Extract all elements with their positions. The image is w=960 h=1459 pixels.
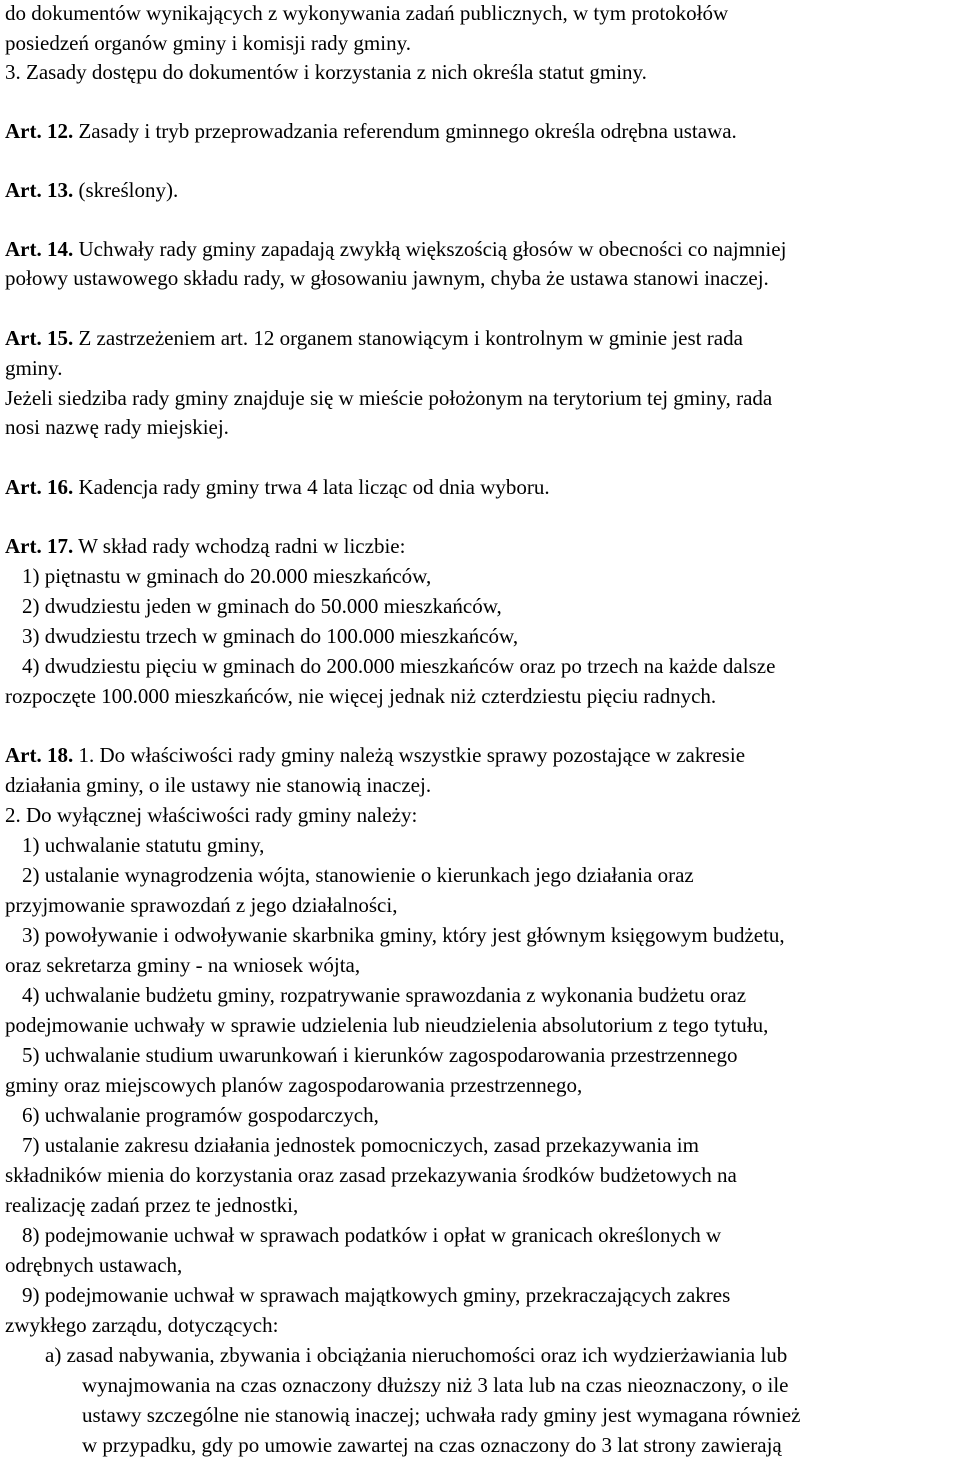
text-line: podejmowanie uchwały w sprawie udzielenia lub nieudzielenia absolutorium z tego tytułu, [5, 1013, 769, 1037]
text-line: gminy. [5, 356, 63, 380]
list-item: 3) dwudziestu trzech w gminach do 100.000 mieszkańców, [22, 624, 519, 648]
text-line: składników mienia do korzystania oraz zasad przekazywania środków budżetowych na [5, 1163, 737, 1187]
text-line: przyjmowanie sprawozdań z jego działalności, [5, 893, 398, 917]
list-item: 9) podejmowanie uchwał w sprawach majątkowych gminy, przekraczających zakres [22, 1283, 731, 1307]
text-line: połowy ustawowego składu rady, w głosowaniu jawnym, chyba że ustawa stanowi inaczej. [5, 266, 769, 290]
list-item: 2) ustalanie wynagrodzenia wójta, stanowienie o kierunkach jego działania oraz [22, 863, 694, 887]
list-item: 4) dwudziestu pięciu w gminach do 200.000 mieszkańców oraz po trzech na każde dalsze [22, 654, 776, 678]
text-line: rozpoczęte 100.000 mieszkańców, nie więcej jednak niż czterdziestu pięciu radnych. [5, 684, 717, 708]
list-item: 1) piętnastu w gminach do 20.000 mieszkańców, [22, 564, 432, 588]
text-line: 3. Zasady dostępu do dokumentów i korzystania z nich określa statut gminy. [5, 60, 647, 84]
list-item: 4) uchwalanie budżetu gminy, rozpatrywanie sprawozdania z wykonania budżetu oraz [22, 983, 747, 1007]
article-heading: Art. 17. [5, 534, 74, 558]
text-line: oraz sekretarza gminy - na wniosek wójta, [5, 953, 361, 977]
article-18: Art. 18. 1. Do właściwości rady gminy należą wszystkie sprawy pozostające w zakresie [5, 743, 746, 767]
list-item: 6) uchwalanie programów gospodarczych, [22, 1103, 379, 1127]
text-line: odrębnych ustawach, [5, 1253, 183, 1277]
article-heading: Art. 18. [5, 743, 74, 767]
article-15: Art. 15. Z zastrzeżeniem art. 12 organem stanowiącym i kontrolnym w gminie jest rada [5, 326, 743, 350]
article-13: Art. 13. (skreślony). [5, 178, 179, 202]
text-line: wynajmowania na czas oznaczony dłuższy niż 3 lata lub na czas nieoznaczony, o ile [82, 1373, 789, 1397]
list-item: 2) dwudziestu jeden w gminach do 50.000 mieszkańców, [22, 594, 502, 618]
text-line: gminy oraz miejscowych planów zagospodarowania przestrzennego, [5, 1073, 583, 1097]
article-heading: Art. 12. [5, 119, 74, 143]
article-heading: Art. 14. [5, 237, 74, 261]
article-16: Art. 16. Kadencja rady gminy trwa 4 lata licząc od dnia wyboru. [5, 475, 550, 499]
article-14: Art. 14. Uchwały rady gminy zapadają zwykłą większością głosów w obecności co najmniej [5, 237, 787, 261]
text-line: 2. Do wyłącznej właściwości rady gminy należy: [5, 803, 418, 827]
list-item: 5) uchwalanie studium uwarunkowań i kierunków zagospodarowania przestrzennego [22, 1043, 738, 1067]
text-line: nosi nazwę rady miejskiej. [5, 415, 229, 439]
text-line: realizację zadań przez te jednostki, [5, 1193, 299, 1217]
list-item: 7) ustalanie zakresu działania jednostek pomocniczych, zasad przekazywania im [22, 1133, 699, 1157]
article-heading: Art. 15. [5, 326, 74, 350]
sub-list-item: a) zasad nabywania, zbywania i obciążania nieruchomości oraz ich wydzierżawiania lub [45, 1343, 788, 1367]
text-line: Jeżeli siedziba rady gminy znajduje się w mieście położonym na terytorium tej gminy, rada [5, 386, 773, 410]
text-line: działania gminy, o ile ustawy nie stanowią inaczej. [5, 773, 432, 797]
article-12: Art. 12. Zasady i tryb przeprowadzania referendum gminnego określa odrębna ustawa. [5, 119, 737, 143]
text-line: do dokumentów wynikających z wykonywania zadań publicznych, w tym protokołów [5, 1, 729, 25]
text-line: zwykłego zarządu, dotyczących: [5, 1313, 279, 1337]
text-line: ustawy szczególne nie stanowią inaczej; uchwała rady gminy jest wymagana również [82, 1403, 801, 1427]
article-heading: Art. 13. [5, 178, 74, 202]
list-item: 3) powoływanie i odwoływanie skarbnika gminy, który jest głównym księgowym budżetu, [22, 923, 785, 947]
list-item: 8) podejmowanie uchwał w sprawach podatków i opłat w granicach określonych w [22, 1223, 722, 1247]
text-line: w przypadku, gdy po umowie zawartej na czas oznaczony do 3 lat strony zawierają [82, 1433, 782, 1457]
article-heading: Art. 16. [5, 475, 74, 499]
article-17: Art. 17. W skład rady wchodzą radni w liczbie: [5, 534, 406, 558]
list-item: 1) uchwalanie statutu gminy, [22, 833, 265, 857]
text-line: posiedzeń organów gminy i komisji rady gminy. [5, 31, 411, 55]
